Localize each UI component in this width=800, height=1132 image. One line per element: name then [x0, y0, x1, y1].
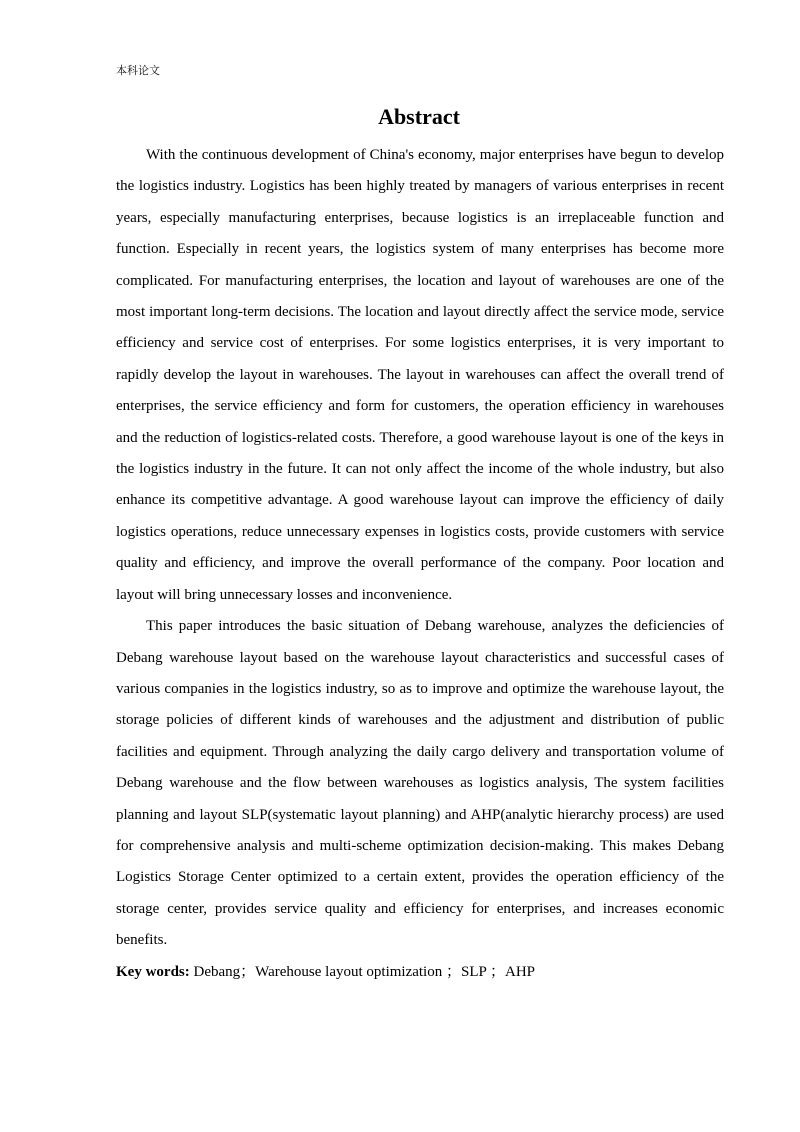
running-header: 本科论文	[116, 64, 160, 77]
keywords-label: Key words:	[116, 963, 190, 980]
abstract-title: Abstract	[378, 104, 460, 129]
abstract-paragraph-2: This paper introduces the basic situation of Debang warehouse, analyzes the deficiencies of Debang warehouse layout based on the warehouse layout characteristics and successful cases of various companies in the logistics industry, so as to improve and optimize the warehouse layout, the storage policies of different kinds of warehouses and the adjustment and distribution of public facilities and equipment. Through analyzing the daily cargo delivery and transportation volume of Debang warehouse and the flow between warehouses as logistics analysis, The system facilities planning and layout SLP(systematic layout planning) and AHP(analytic hierarchy process) are used for comprehensive analysis and multi-scheme optimization decision-making. This makes Debang Logistics Storage Center optimized to a certain extent, provides the operation efficiency of the storage center, provides service quality and efficiency for enterprises, and increases economic benefits.	[116, 618, 724, 949]
keywords-line	[116, 957, 724, 988]
keywords-value: Debang；Warehouse layout optimization ；SLP ；AHP	[189, 963, 536, 980]
abstract-body	[116, 140, 724, 988]
abstract-paragraph-1: With the continuous development of China's economy, major enterprises have begun to develop the logistics industry. Logistics has been highly treated by managers of various enterprises in recent years, especially manufacturing enterprises, because logistics is an irreplaceable function and function. Especially in recent years, the logistics system of many enterprises has become more complicated. For manufacturing enterprises, the location and layout of warehouses are one of the most important long-term decisions. The location and layout directly affect the service mode, service efficiency and service cost of enterprises. For some logistics enterprises, it is very important to rapidly develop the layout in warehouses. The layout in warehouses can affect the overall trend of enterprises, the service efficiency and form for customers, the operation efficiency in warehouses and the reduction of logistics-related costs. Therefore, a good warehouse layout is one of the keys in the logistics industry in the future. It can not only affect the income of the whole industry, but also enhance its competitive advantage. A good warehouse layout can improve the efficiency of daily logistics operations, reduce unnecessary expenses in logistics costs, provide customers with service quality and efficiency, and improve the overall performance of the company. Poor location and layout will bring unnecessary losses and inconvenience.	[116, 147, 724, 603]
